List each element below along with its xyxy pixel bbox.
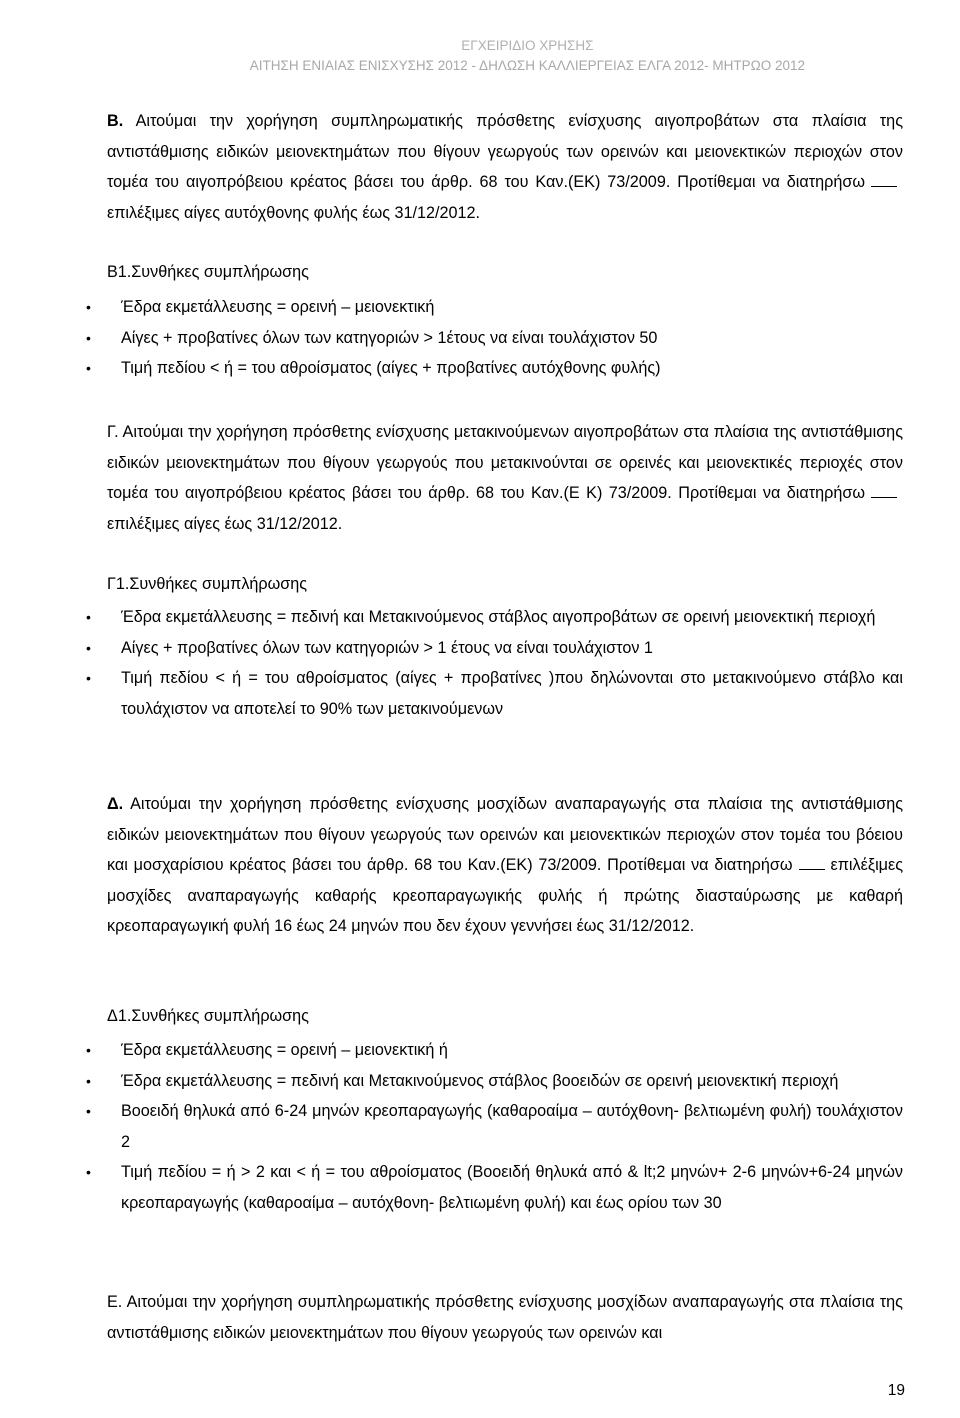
section-d-intent-post: επιλέξιμες μοσχίδες αναπαραγωγής καθαρής κρεοπαραγωγικής φυλής ή πρώτης διασταύρωσης με καθαρή κρεοπαραγωγική φυλή 16 έως 24 μηνών που δεν έχουν γεννήσει έως 31/12/2012. <box>107 856 904 935</box>
section-g-label: Γ. <box>107 423 119 441</box>
section-d1-list <box>107 1035 903 1218</box>
section-b1-list <box>107 292 903 384</box>
header-title: ΕΓΧΕΙΡΙΔΙΟ ΧΡΗΣΗΣ <box>461 38 594 53</box>
section-g-blank <box>871 485 897 498</box>
list-item: • Έδρα εκμετάλλευσης = ορεινή – μειονεκτική <box>107 292 903 323</box>
section-d-blank <box>799 857 825 870</box>
section-d1-heading: Δ1.Συνθήκες συμπλήρωσης <box>107 1007 309 1025</box>
section-g-text: Αιτούμαι την χορήγηση πρόσθετης ενίσχυσης μετακινούμενων αιγοπροβάτων στα πλαίσια της αντιστάθμισης ειδικών μειονεκτημάτων που θίγουν γεωργούς που μετακινούνται σε ορεινές και μειονεκτικές περιοχές στον τομέα του αιγοπρόβειου κρέατος βάσει του άρθρ. 68 του Καν.(Ε Κ) 73/2009. <box>107 423 903 502</box>
list-item: • Έδρα εκμετάλλευσης = πεδινή και Μετακινούμενος στάβλος αιγοπροβάτων σε ορεινή μειονεκτική περιοχή <box>107 602 903 633</box>
list-item: • Έδρα εκμετάλλευσης = πεδινή και Μετακινούμενος στάβλος βοοειδών σε ορεινή μειονεκτική περιοχή <box>107 1066 903 1097</box>
list-item: • Αίγες + προβατίνες όλων των κατηγοριών > 1έτους να είναι τουλάχιστον 50 <box>107 323 903 354</box>
section-e-text: Αιτούμαι την χορήγηση συμπληρωματικής πρόσθετης ενίσχυσης μοσχίδων αναπαραγωγής στα πλαίσια της αντιστάθμισης ειδικών μειονεκτημάτων που θίγουν γεωργούς των ορεινών και <box>107 1293 903 1342</box>
section-d-label: Δ. <box>107 795 124 813</box>
section-g-paragraph <box>107 417 903 539</box>
list-item: • Έδρα εκμετάλλευσης = ορεινή – μειονεκτική ή <box>107 1035 903 1066</box>
header-subtitle: ΑΙΤΗΣΗ ΕΝΙΑΙΑΣ ΕΝΙΣΧΥΣΗΣ 2012 - ΔΗΛΩΣΗ ΚΑΛΛΙΕΡΓΕΙΑΣ ΕΛΓΑ 2012- ΜΗΤΡΩΟ 2012 <box>249 58 805 73</box>
section-b-text: Αιτούμαι την χορήγηση συμπληρωματικής πρόσθετης ενίσχυσης αιγοπροβάτων στα πλαίσια της αντιστάθμισης ειδικών μειονεκτημάτων που θίγουν γεωργούς των ορεινών και μειονεκτικών περιοχών στον τομέα του αιγοπρόβειου κρέατος βάσει του άρθρ. 68 του Καν.(ΕΚ) 73/2009. <box>107 112 903 191</box>
section-b-blank <box>871 174 897 187</box>
section-d-paragraph <box>107 789 903 942</box>
section-b-label: Β. <box>107 112 124 130</box>
section-b-intent-pre: Προτίθεμαι να διατηρήσω <box>677 173 865 191</box>
section-b-paragraph <box>107 106 903 228</box>
page-header <box>250 36 805 76</box>
section-g-intent-pre: Προτίθεμαι να διατηρήσω <box>678 484 865 502</box>
list-item: • Τιμή πεδίου < ή = του αθροίσματος (αίγες + προβατίνες αυτόχθονης φυλής) <box>107 353 903 384</box>
section-g1-list <box>107 602 903 724</box>
list-item: • Βοοειδή θηλυκά από 6-24 μηνών κρεοπαραγωγής (καθαροαίμα – αυτόχθονη- βελτιωμένη φυλή) τουλάχιστον 2 <box>107 1096 903 1157</box>
section-e-paragraph <box>107 1287 903 1348</box>
list-item: • Αίγες + προβατίνες όλων των κατηγοριών > 1 έτους να είναι τουλάχιστον 1 <box>107 633 903 664</box>
section-g1-heading: Γ1.Συνθήκες συμπλήρωσης <box>107 575 308 593</box>
section-d-intent-pre: Προτίθεμαι να διατηρήσω <box>607 856 793 874</box>
section-e-label: Ε. <box>107 1293 123 1311</box>
section-d-text: Αιτούμαι την χορήγηση πρόσθετης ενίσχυσης μοσχίδων αναπαραγωγής στα πλαίσια της αντιστάθμισης ειδικών μειονεκτημάτων που θίγουν γεωργούς των ορεινών και μειονεκτικών περιοχών στον τομέα του βόειου και μοσχαρίσιου κρέατος βάσει του άρθρ. 68 του Καν.(ΕΚ) 73/2009. <box>107 795 903 874</box>
list-item: • Τιμή πεδίου < ή = του αθροίσματος (αίγες + προβατίνες )που δηλώνονται στο μετακινούμενο στάβλο και τουλάχιστον να αποτελεί το 90% των μετακινούμενων <box>107 663 903 724</box>
section-b-intent-post: επιλέξιμες αίγες αυτόχθονης φυλής έως 31/12/2012. <box>107 203 481 222</box>
section-g-intent-post: επιλέξιμες αίγες έως 31/12/2012. <box>107 514 343 533</box>
page-number: 19 <box>887 1382 905 1399</box>
list-item: • Τιμή πεδίου = ή > 2 και < ή = του αθροίσματος (Βοοειδή θηλυκά από & lt;2 μηνών+ 2-6 μηνών+6-24 μηνών κρεοπαραγωγής (καθαροαίμα – αυτόχθονη- βελτιωμένη φυλή) και έως ορίου των 30 <box>107 1157 903 1218</box>
section-b1-heading: Β1.Συνθήκες συμπλήρωσης <box>107 263 309 281</box>
